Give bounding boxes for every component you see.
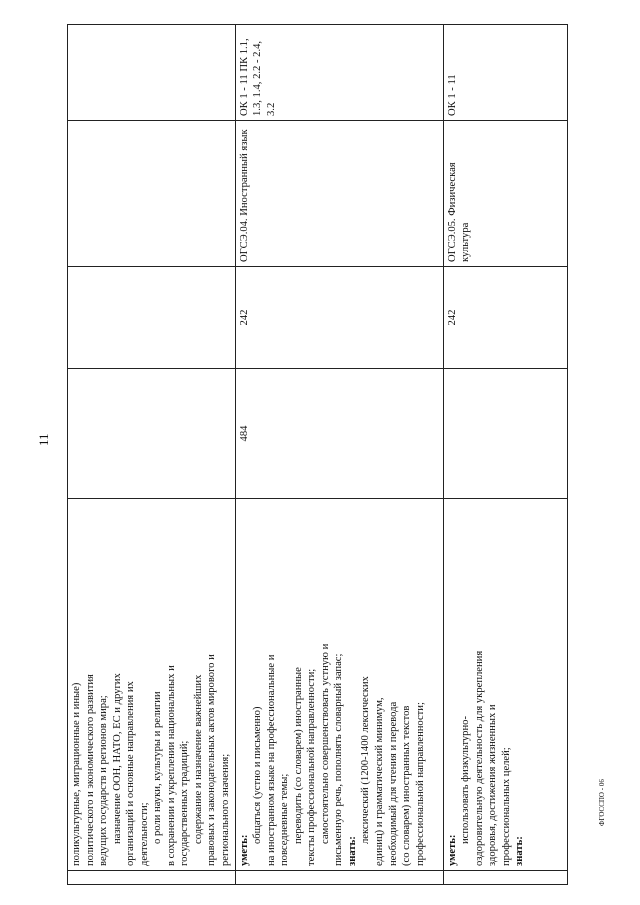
competencies-cell: ОК 1 - 11 ПК 1.1, 1.3, 1.4, 2.2 - 2.4, 3.2 bbox=[235, 25, 443, 121]
content-line: использовать физкультурно- bbox=[460, 716, 472, 844]
content-line: повседневные темы; bbox=[279, 773, 291, 866]
content-line: оздоровительную деятельность для укрепления bbox=[473, 650, 485, 866]
total-hours-cell bbox=[68, 369, 236, 499]
footer-code: ФГОССПО - 06 bbox=[598, 779, 606, 826]
page-number: 11 bbox=[36, 433, 51, 446]
content-line: единиц) и грамматический минимум, bbox=[374, 697, 386, 866]
content-line: письменную речь, пополнять словарный запас; bbox=[333, 653, 345, 866]
competencies-cell bbox=[68, 25, 236, 121]
content-line: деятельности; bbox=[138, 802, 150, 866]
content-line: переводить (со словарем) иностранные bbox=[292, 667, 304, 844]
curriculum-table bbox=[67, 24, 568, 885]
content-line: политического и экономического развития bbox=[84, 674, 96, 866]
content-line: знать: bbox=[514, 836, 526, 866]
content-line: государственных традиций; bbox=[179, 740, 191, 866]
content-line: правовых и законодательных актов мирового и bbox=[206, 654, 218, 866]
content-line: в сохранении и укреплении национальных и bbox=[165, 665, 177, 866]
rotated-table-wrapper bbox=[67, 25, 565, 885]
content-cell bbox=[443, 499, 567, 871]
total-hours-cell bbox=[443, 369, 567, 499]
content-line: содержание и назначение важнейших bbox=[192, 674, 204, 844]
content-line: ведущих государств и регионов мира; bbox=[98, 695, 110, 866]
content-cell bbox=[235, 499, 443, 871]
content-line: организаций и основные направления их bbox=[125, 681, 137, 866]
hours-cell bbox=[68, 267, 236, 369]
content-line: поликультурные, миграционные и иные) bbox=[71, 682, 82, 866]
content-line: тексты профессиональной направленности; bbox=[306, 668, 318, 866]
discipline-cell: ОГСЭ.05. Физическая культура bbox=[443, 121, 567, 267]
index-cell bbox=[235, 871, 443, 885]
content-cell bbox=[68, 499, 236, 871]
content-line: необходимый для чтения и перевода bbox=[387, 701, 399, 866]
hours-cell: 242 bbox=[443, 267, 567, 369]
index-cell bbox=[443, 871, 567, 885]
content-line: назначение ООН, НАТО, ЕС и других bbox=[111, 673, 123, 844]
competencies-cell: ОК 1 - 11 bbox=[443, 25, 567, 121]
content-line: о роли науки, культуры и религии bbox=[152, 691, 164, 844]
table-row bbox=[68, 25, 236, 885]
content-line: самостоятельно совершенствовать устную и bbox=[319, 643, 331, 844]
content-line: профессиональной направленности; bbox=[414, 702, 426, 866]
index-cell bbox=[68, 871, 236, 885]
content-line: регионального значения; bbox=[220, 753, 232, 866]
content-line: лексический (1200-1400 лексических bbox=[360, 676, 372, 844]
discipline-cell bbox=[68, 121, 236, 267]
content-line: общаться (устно и письменно) bbox=[252, 706, 264, 844]
content-line: профессиональных целей; bbox=[500, 747, 512, 866]
content-line: знать: bbox=[346, 836, 358, 866]
table-row bbox=[443, 25, 567, 885]
total-hours-cell: 484 bbox=[235, 369, 443, 499]
table-row bbox=[235, 25, 443, 885]
discipline-cell: ОГСЭ.04. Иностранный язык bbox=[235, 121, 443, 267]
content-line: на иностранном языке на профессиональные и bbox=[265, 654, 277, 866]
content-line: уметь: bbox=[238, 834, 250, 866]
content-line: здоровья, достижения жизненных и bbox=[487, 704, 499, 866]
content-line: уметь: bbox=[446, 834, 458, 866]
content-line: (со словарем) иностранных текстов bbox=[401, 705, 413, 866]
hours-cell: 242 bbox=[235, 267, 443, 369]
